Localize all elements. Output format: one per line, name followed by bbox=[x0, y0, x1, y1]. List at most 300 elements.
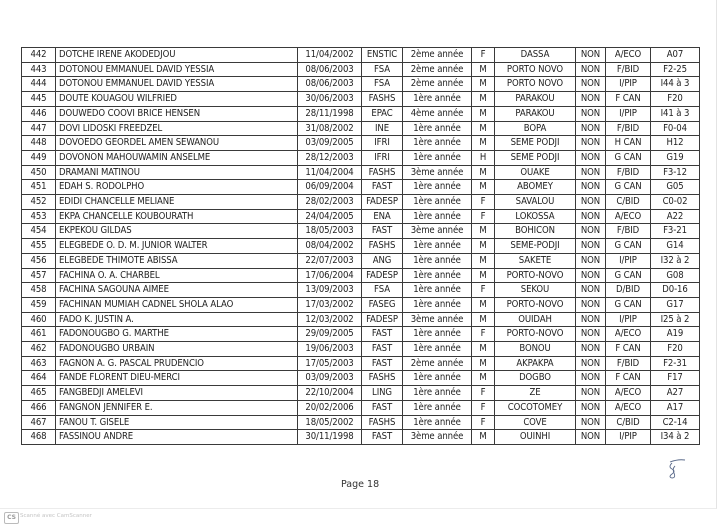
study-year: 1ère année bbox=[403, 150, 472, 165]
school: FASHS bbox=[362, 92, 403, 107]
school: FADESP bbox=[362, 195, 403, 210]
status: NON bbox=[576, 253, 606, 268]
category: C/BID bbox=[606, 195, 651, 210]
room-code: G08 bbox=[651, 268, 700, 283]
school: FSA bbox=[362, 62, 403, 77]
category: A/ECO bbox=[606, 400, 651, 415]
sex: M bbox=[472, 180, 495, 195]
school: FAST bbox=[362, 327, 403, 342]
page-number: Page 18 bbox=[341, 479, 380, 490]
row-number: 461 bbox=[22, 327, 56, 342]
birth-date: 12/03/2002 bbox=[298, 312, 362, 327]
sex: F bbox=[472, 283, 495, 298]
study-year: 1ère année bbox=[403, 92, 472, 107]
student-name: DOTONOU EMMANUEL DAVID YESSIA bbox=[56, 77, 298, 92]
birth-date: 13/09/2003 bbox=[298, 283, 362, 298]
row-number: 463 bbox=[22, 356, 56, 371]
category: F/BID bbox=[606, 121, 651, 136]
study-year: 1ère année bbox=[403, 239, 472, 254]
student-name: DOUWEDO COOVI BRICE HENSEN bbox=[56, 106, 298, 121]
status: NON bbox=[576, 209, 606, 224]
row-number: 444 bbox=[22, 77, 56, 92]
room-code: G17 bbox=[651, 297, 700, 312]
category: F CAN bbox=[606, 92, 651, 107]
sex: M bbox=[472, 371, 495, 386]
city: BONOU bbox=[495, 342, 576, 357]
sex: H bbox=[472, 150, 495, 165]
study-year: 3ème année bbox=[403, 312, 472, 327]
school: FSA bbox=[362, 77, 403, 92]
student-name: DOVI LIDOSKI FREEDZEL bbox=[56, 121, 298, 136]
birth-date: 19/06/2003 bbox=[298, 342, 362, 357]
sex: M bbox=[472, 121, 495, 136]
status: NON bbox=[576, 48, 606, 63]
birth-date: 18/05/2003 bbox=[298, 224, 362, 239]
status: NON bbox=[576, 415, 606, 430]
row-number: 466 bbox=[22, 400, 56, 415]
table-row bbox=[22, 386, 700, 401]
school: FAST bbox=[362, 356, 403, 371]
student-name: FANGBEDJI AMELEVI bbox=[56, 386, 298, 401]
table-row bbox=[22, 77, 700, 92]
room-code: G19 bbox=[651, 150, 700, 165]
room-code: G05 bbox=[651, 180, 700, 195]
status: NON bbox=[576, 283, 606, 298]
study-year: 4ème année bbox=[403, 106, 472, 121]
sex: F bbox=[472, 386, 495, 401]
row-number: 460 bbox=[22, 312, 56, 327]
category: G CAN bbox=[606, 150, 651, 165]
row-number: 465 bbox=[22, 386, 56, 401]
category: G CAN bbox=[606, 239, 651, 254]
birth-date: 18/05/2002 bbox=[298, 415, 362, 430]
status: NON bbox=[576, 312, 606, 327]
city: COCOTOMEY bbox=[495, 400, 576, 415]
school: FAST bbox=[362, 342, 403, 357]
table-row bbox=[22, 180, 700, 195]
row-number: 442 bbox=[22, 48, 56, 63]
table-row bbox=[22, 150, 700, 165]
school: FASHS bbox=[362, 371, 403, 386]
city: BOHICON bbox=[495, 224, 576, 239]
category: D/BID bbox=[606, 283, 651, 298]
category: I/PIP bbox=[606, 253, 651, 268]
sex: M bbox=[472, 92, 495, 107]
row-number: 443 bbox=[22, 62, 56, 77]
student-name: FADONOUGBO URBAIN bbox=[56, 342, 298, 357]
row-number: 467 bbox=[22, 415, 56, 430]
category: I/PIP bbox=[606, 430, 651, 445]
sex: M bbox=[472, 165, 495, 180]
student-name: FANOU T. GISELE bbox=[56, 415, 298, 430]
study-year: 3ème année bbox=[403, 165, 472, 180]
status: NON bbox=[576, 327, 606, 342]
room-code: F2-31 bbox=[651, 356, 700, 371]
row-number: 458 bbox=[22, 283, 56, 298]
birth-date: 08/04/2002 bbox=[298, 239, 362, 254]
study-year: 2ème année bbox=[403, 62, 472, 77]
city: PORTO-NOVO bbox=[495, 268, 576, 283]
city: ZE bbox=[495, 386, 576, 401]
room-code: C0-02 bbox=[651, 195, 700, 210]
birth-date: 22/10/2004 bbox=[298, 386, 362, 401]
birth-date: 22/07/2003 bbox=[298, 253, 362, 268]
student-name: DOTCHE IRENE AKODEDJOU bbox=[56, 48, 298, 63]
sex: M bbox=[472, 253, 495, 268]
category: G CAN bbox=[606, 180, 651, 195]
sex: F bbox=[472, 327, 495, 342]
student-name: FACHINA SAGOUNA AIMEE bbox=[56, 283, 298, 298]
category: G CAN bbox=[606, 268, 651, 283]
table-row bbox=[22, 400, 700, 415]
room-code: F2-25 bbox=[651, 62, 700, 77]
birth-date: 17/03/2002 bbox=[298, 297, 362, 312]
study-year: 3ème année bbox=[403, 430, 472, 445]
table-row bbox=[22, 356, 700, 371]
school: LING bbox=[362, 386, 403, 401]
room-code: A17 bbox=[651, 400, 700, 415]
city: ABOMEY bbox=[495, 180, 576, 195]
student-name: DRAMANI MATINOU bbox=[56, 165, 298, 180]
table-row bbox=[22, 327, 700, 342]
sex: M bbox=[472, 77, 495, 92]
city: SAKETE bbox=[495, 253, 576, 268]
status: NON bbox=[576, 136, 606, 151]
school: FSA bbox=[362, 283, 403, 298]
row-number: 459 bbox=[22, 297, 56, 312]
birth-date: 20/02/2006 bbox=[298, 400, 362, 415]
birth-date: 28/11/1998 bbox=[298, 106, 362, 121]
category: A/ECO bbox=[606, 209, 651, 224]
student-name: FADO K. JUSTIN A. bbox=[56, 312, 298, 327]
category: C/BID bbox=[606, 415, 651, 430]
room-code: F20 bbox=[651, 92, 700, 107]
student-name: ELEGBEDE THIMOTE ABISSA bbox=[56, 253, 298, 268]
row-number: 454 bbox=[22, 224, 56, 239]
sex: M bbox=[472, 297, 495, 312]
row-number: 468 bbox=[22, 430, 56, 445]
study-year: 2ème année bbox=[403, 48, 472, 63]
city: LOKOSSA bbox=[495, 209, 576, 224]
status: NON bbox=[576, 165, 606, 180]
student-name: ELEGBEDE O. D. M. JUNIOR WALTER bbox=[56, 239, 298, 254]
birth-date: 28/12/2003 bbox=[298, 150, 362, 165]
city: SEME PODJI bbox=[495, 136, 576, 151]
category: I/PIP bbox=[606, 77, 651, 92]
room-code: C2-14 bbox=[651, 415, 700, 430]
city: DASSA bbox=[495, 48, 576, 63]
school: ENSTIC bbox=[362, 48, 403, 63]
room-code: A07 bbox=[651, 48, 700, 63]
status: NON bbox=[576, 268, 606, 283]
table-row bbox=[22, 195, 700, 210]
study-year: 1ère année bbox=[403, 195, 472, 210]
room-code: I32 à 2 bbox=[651, 253, 700, 268]
birth-date: 03/09/2005 bbox=[298, 136, 362, 151]
table-row bbox=[22, 415, 700, 430]
table-row bbox=[22, 342, 700, 357]
student-name: FADONOUGBO G. MARTHE bbox=[56, 327, 298, 342]
table-row bbox=[22, 224, 700, 239]
row-number: 451 bbox=[22, 180, 56, 195]
category: F/BID bbox=[606, 62, 651, 77]
study-year: 1ère année bbox=[403, 121, 472, 136]
sex: M bbox=[472, 430, 495, 445]
birth-date: 17/05/2003 bbox=[298, 356, 362, 371]
school: FAST bbox=[362, 224, 403, 239]
status: NON bbox=[576, 430, 606, 445]
sex: F bbox=[472, 400, 495, 415]
row-number: 455 bbox=[22, 239, 56, 254]
status: NON bbox=[576, 180, 606, 195]
study-year: 1ère année bbox=[403, 415, 472, 430]
student-name: DOVONON MAHOUWAMIN ANSELME bbox=[56, 150, 298, 165]
student-name: EKPA CHANCELLE KOUBOURATH bbox=[56, 209, 298, 224]
sex: F bbox=[472, 195, 495, 210]
status: NON bbox=[576, 371, 606, 386]
table-row bbox=[22, 136, 700, 151]
status: NON bbox=[576, 150, 606, 165]
city: PORTO NOVO bbox=[495, 62, 576, 77]
birth-date: 11/04/2002 bbox=[298, 48, 362, 63]
sex: M bbox=[472, 106, 495, 121]
row-number: 456 bbox=[22, 253, 56, 268]
study-year: 2ème année bbox=[403, 356, 472, 371]
room-code: F17 bbox=[651, 371, 700, 386]
city: PORTO NOVO bbox=[495, 77, 576, 92]
birth-date: 31/08/2002 bbox=[298, 121, 362, 136]
table-row bbox=[22, 106, 700, 121]
study-year: 1ère année bbox=[403, 180, 472, 195]
sex: M bbox=[472, 342, 495, 357]
sex: F bbox=[472, 415, 495, 430]
row-number: 457 bbox=[22, 268, 56, 283]
status: NON bbox=[576, 195, 606, 210]
row-number: 452 bbox=[22, 195, 56, 210]
student-name: FANDE FLORENT DIEU-MERCI bbox=[56, 371, 298, 386]
table-row bbox=[22, 48, 700, 63]
status: NON bbox=[576, 400, 606, 415]
school: FASHS bbox=[362, 165, 403, 180]
birth-date: 24/04/2005 bbox=[298, 209, 362, 224]
study-year: 1ère année bbox=[403, 283, 472, 298]
row-number: 464 bbox=[22, 371, 56, 386]
study-year: 1ère année bbox=[403, 268, 472, 283]
city: SAVALOU bbox=[495, 195, 576, 210]
row-number: 448 bbox=[22, 136, 56, 151]
city: AKPAKPA bbox=[495, 356, 576, 371]
sex: M bbox=[472, 224, 495, 239]
school: FAST bbox=[362, 430, 403, 445]
camscanner-watermark: Scanné avec CamScanner bbox=[20, 513, 92, 519]
city: BOPA bbox=[495, 121, 576, 136]
status: NON bbox=[576, 342, 606, 357]
student-name: DOUTE KOUAGOU WILFRIED bbox=[56, 92, 298, 107]
room-code: A22 bbox=[651, 209, 700, 224]
student-name: EDAH S. RODOLPHO bbox=[56, 180, 298, 195]
sex: M bbox=[472, 356, 495, 371]
room-code: D0-16 bbox=[651, 283, 700, 298]
school: FASHS bbox=[362, 415, 403, 430]
status: NON bbox=[576, 77, 606, 92]
status: NON bbox=[576, 106, 606, 121]
birth-date: 29/09/2005 bbox=[298, 327, 362, 342]
study-year: 1ère année bbox=[403, 136, 472, 151]
status: NON bbox=[576, 239, 606, 254]
table-row bbox=[22, 209, 700, 224]
sex: M bbox=[472, 239, 495, 254]
room-code: I34 à 2 bbox=[651, 430, 700, 445]
study-year: 1ère année bbox=[403, 342, 472, 357]
category: F CAN bbox=[606, 371, 651, 386]
status: NON bbox=[576, 121, 606, 136]
room-code: H12 bbox=[651, 136, 700, 151]
sex: M bbox=[472, 268, 495, 283]
sex: F bbox=[472, 48, 495, 63]
student-name: EKPEKOU GILDAS bbox=[56, 224, 298, 239]
status: NON bbox=[576, 386, 606, 401]
category: G CAN bbox=[606, 297, 651, 312]
room-code: F0-04 bbox=[651, 121, 700, 136]
sex: F bbox=[472, 209, 495, 224]
table-row bbox=[22, 121, 700, 136]
category: F/BID bbox=[606, 165, 651, 180]
row-number: 450 bbox=[22, 165, 56, 180]
student-name: FACHINA O. A. CHARBEL bbox=[56, 268, 298, 283]
row-number: 453 bbox=[22, 209, 56, 224]
study-year: 1ère année bbox=[403, 209, 472, 224]
study-year: 2ème année bbox=[403, 77, 472, 92]
city: SEKOU bbox=[495, 283, 576, 298]
school: FASEG bbox=[362, 297, 403, 312]
city: PARAKOU bbox=[495, 106, 576, 121]
room-code: I25 à 2 bbox=[651, 312, 700, 327]
birth-date: 06/09/2004 bbox=[298, 180, 362, 195]
category: A/ECO bbox=[606, 48, 651, 63]
status: NON bbox=[576, 356, 606, 371]
table-row bbox=[22, 371, 700, 386]
table-row bbox=[22, 92, 700, 107]
student-name: FAGNON A. G. PASCAL PRUDENCIO bbox=[56, 356, 298, 371]
category: F/BID bbox=[606, 224, 651, 239]
school: FADESP bbox=[362, 312, 403, 327]
school: INE bbox=[362, 121, 403, 136]
school: IFRI bbox=[362, 150, 403, 165]
category: F/BID bbox=[606, 356, 651, 371]
row-number: 462 bbox=[22, 342, 56, 357]
student-list-table bbox=[21, 47, 700, 445]
table-row bbox=[22, 62, 700, 77]
school: IFRI bbox=[362, 136, 403, 151]
status: NON bbox=[576, 224, 606, 239]
status: NON bbox=[576, 297, 606, 312]
student-name: DOTONOU EMMANUEL DAVID YESSIA bbox=[56, 62, 298, 77]
school: ENA bbox=[362, 209, 403, 224]
city: OUINHI bbox=[495, 430, 576, 445]
birth-date: 30/06/2003 bbox=[298, 92, 362, 107]
category: I/PIP bbox=[606, 312, 651, 327]
room-code: G14 bbox=[651, 239, 700, 254]
city: DOGBO bbox=[495, 371, 576, 386]
birth-date: 08/06/2003 bbox=[298, 77, 362, 92]
city: COVE bbox=[495, 415, 576, 430]
room-code: A27 bbox=[651, 386, 700, 401]
study-year: 1ère année bbox=[403, 400, 472, 415]
table-row bbox=[22, 165, 700, 180]
table-row bbox=[22, 268, 700, 283]
row-number: 445 bbox=[22, 92, 56, 107]
city: PORTO-NOVO bbox=[495, 297, 576, 312]
birth-date: 28/02/2003 bbox=[298, 195, 362, 210]
sex: M bbox=[472, 136, 495, 151]
status: NON bbox=[576, 92, 606, 107]
room-code: I41 à 3 bbox=[651, 106, 700, 121]
school: FADESP bbox=[362, 268, 403, 283]
row-number: 447 bbox=[22, 121, 56, 136]
category: A/ECO bbox=[606, 386, 651, 401]
city: SEME PODJI bbox=[495, 150, 576, 165]
row-number: 449 bbox=[22, 150, 56, 165]
category: F CAN bbox=[606, 342, 651, 357]
table-row bbox=[22, 253, 700, 268]
table-row bbox=[22, 430, 700, 445]
room-code: F3-12 bbox=[651, 165, 700, 180]
student-name: FACHINAN MUMIAH CADNEL SHOLA ALAO bbox=[56, 297, 298, 312]
study-year: 1ère année bbox=[403, 386, 472, 401]
sex: M bbox=[472, 62, 495, 77]
school: FAST bbox=[362, 400, 403, 415]
student-name: EDIDI CHANCELLE MELIANE bbox=[56, 195, 298, 210]
school: FAST bbox=[362, 180, 403, 195]
category: I/PIP bbox=[606, 106, 651, 121]
category: A/ECO bbox=[606, 327, 651, 342]
room-code: A19 bbox=[651, 327, 700, 342]
birth-date: 17/06/2004 bbox=[298, 268, 362, 283]
city: PARAKOU bbox=[495, 92, 576, 107]
row-number: 446 bbox=[22, 106, 56, 121]
city: SEME-PODJI bbox=[495, 239, 576, 254]
birth-date: 08/06/2003 bbox=[298, 62, 362, 77]
city: OUAKE bbox=[495, 165, 576, 180]
table-row bbox=[22, 239, 700, 254]
student-name: FASSINOU ANDRE bbox=[56, 430, 298, 445]
school: EPAC bbox=[362, 106, 403, 121]
study-year: 3ème année bbox=[403, 224, 472, 239]
signature-initials bbox=[664, 458, 686, 480]
table-row bbox=[22, 283, 700, 298]
city: OUIDAH bbox=[495, 312, 576, 327]
city: PORTO-NOVO bbox=[495, 327, 576, 342]
room-code: I44 à 3 bbox=[651, 77, 700, 92]
student-name: FANGNON JENNIFER E. bbox=[56, 400, 298, 415]
sex: M bbox=[472, 312, 495, 327]
birth-date: 03/09/2003 bbox=[298, 371, 362, 386]
status: NON bbox=[576, 62, 606, 77]
table-row bbox=[22, 297, 700, 312]
student-name: DOVOEDO GEORDEL AMEN SEWANOU bbox=[56, 136, 298, 151]
study-year: 1ère année bbox=[403, 327, 472, 342]
table-row bbox=[22, 312, 700, 327]
study-year: 1ère année bbox=[403, 253, 472, 268]
study-year: 1ère année bbox=[403, 371, 472, 386]
school: FASHS bbox=[362, 239, 403, 254]
study-year: 1ère année bbox=[403, 297, 472, 312]
category: H CAN bbox=[606, 136, 651, 151]
birth-date: 11/04/2004 bbox=[298, 165, 362, 180]
school: ANG bbox=[362, 253, 403, 268]
birth-date: 30/11/1998 bbox=[298, 430, 362, 445]
room-code: F3-21 bbox=[651, 224, 700, 239]
